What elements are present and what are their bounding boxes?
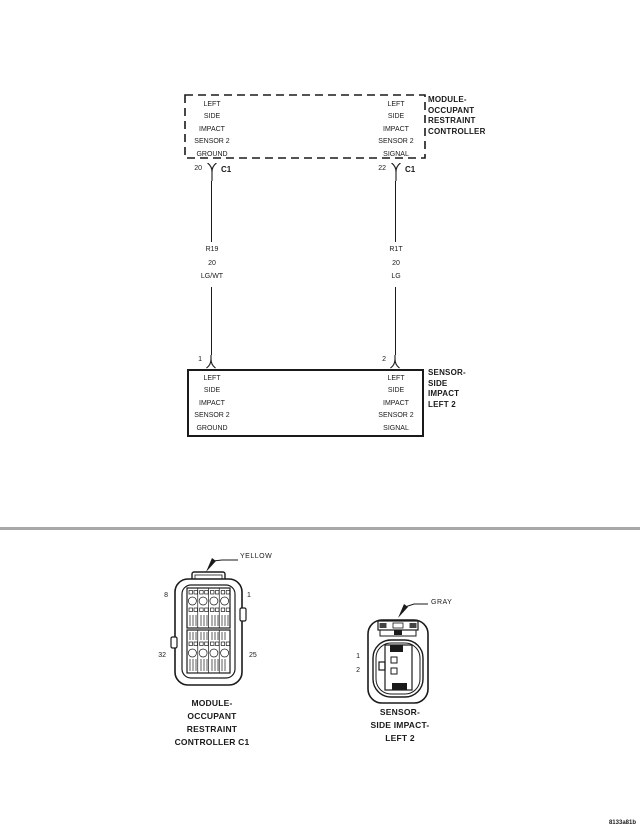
label-line: IMPACT — [383, 125, 409, 133]
module-connector-pin-bottom-right: 25 — [249, 652, 257, 659]
sensor-pin-2-function — [372, 373, 420, 435]
section-divider — [0, 527, 640, 530]
label-line: OCCUPANT — [428, 105, 475, 115]
wire-right-lower-segment — [395, 287, 396, 355]
sensor-pin-1-function — [188, 373, 236, 435]
module-pin-number: 22 — [378, 165, 386, 172]
module-connector-caption — [162, 697, 262, 749]
module-connector-drawing — [168, 556, 278, 690]
label-line: IMPACT — [199, 399, 225, 407]
module-connector-id: C1 — [405, 165, 416, 174]
module-connector-color-label: YELLOW — [240, 553, 273, 560]
connector-separation-icon — [389, 355, 401, 369]
label-line: SIDE — [387, 387, 405, 395]
label-line: IMPACT — [428, 389, 460, 398]
sensor-connector-pin-2: 2 — [356, 667, 360, 674]
label-line: SIDE — [428, 378, 448, 388]
label-line: SIDE — [203, 387, 221, 395]
label-line: SIDE — [203, 113, 221, 121]
sensor-connector-pin-1: 1 — [356, 653, 360, 660]
label-line: SENSOR 2 — [194, 412, 230, 420]
module-pin-20-function — [188, 99, 236, 161]
label-line: SENSOR 2 — [378, 138, 414, 146]
label-line: SIGNAL — [383, 424, 409, 432]
wire-color: LG — [391, 273, 401, 280]
caption-line: MODULE- — [191, 698, 233, 708]
connector-separation-icon — [205, 355, 217, 369]
sensor-pin-number: 1 — [198, 356, 202, 363]
circuit-code: R19 — [205, 246, 219, 253]
caption-line: SENSOR- — [379, 707, 421, 717]
label-line: SENSOR 2 — [378, 412, 414, 420]
wire-gauge: 20 — [208, 259, 216, 267]
sensor-component-name — [428, 368, 466, 410]
sensor-pin-number: 2 — [382, 356, 386, 363]
label-line: LEFT — [203, 375, 221, 382]
label-line: SENSOR- — [428, 368, 466, 377]
label-line: SENSOR 2 — [194, 138, 230, 146]
module-connector-pin-bottom-left: 32 — [158, 652, 166, 659]
wire-left-label — [192, 243, 232, 284]
label-line: RESTRAINT — [428, 116, 476, 125]
circuit-code: R1T — [389, 246, 403, 253]
wire-left-upper-segment — [211, 181, 212, 242]
sensor-connector-color-label: GRAY — [431, 599, 453, 606]
wire-color: LG/WT — [200, 273, 224, 280]
label-line: SIDE — [387, 113, 405, 121]
wire-gauge: 20 — [392, 259, 400, 267]
caption-line: OCCUPANT — [187, 711, 237, 721]
label-line: LEFT — [387, 375, 405, 382]
label-line: LEFT — [387, 101, 405, 108]
caption-line: CONTROLLER C1 — [174, 737, 250, 747]
label-line: LEFT 2 — [428, 399, 456, 409]
label-line: GROUND — [196, 150, 228, 158]
label-line: CONTROLLER — [428, 126, 486, 136]
label-line: SIGNAL — [383, 150, 409, 158]
sensor-connector-caption — [350, 706, 450, 745]
label-line: MODULE- — [428, 95, 467, 104]
caption-line: RESTRAINT — [186, 724, 238, 734]
module-connector-pin-top-right: 1 — [247, 592, 251, 599]
label-line: IMPACT — [383, 399, 409, 407]
wire-right-label — [376, 243, 416, 284]
module-component-name — [428, 95, 486, 137]
sensor-connector-drawing — [364, 596, 436, 706]
caption-line: SIDE IMPACT- — [370, 720, 430, 730]
wire-left-lower-segment — [211, 287, 212, 355]
module-pin-22-function — [372, 99, 420, 161]
connector-separation-icon — [206, 163, 218, 181]
module-connector-id: C1 — [221, 165, 232, 174]
wire-right-upper-segment — [395, 181, 396, 242]
module-pin-number: 20 — [194, 165, 202, 172]
module-connector-pin-top-left: 8 — [164, 592, 168, 599]
label-line: IMPACT — [199, 125, 225, 133]
label-line: LEFT — [203, 101, 221, 108]
diagram-id: 8133a81b — [608, 820, 636, 826]
label-line: GROUND — [196, 424, 228, 432]
caption-line: LEFT 2 — [385, 733, 415, 743]
connector-separation-icon — [390, 163, 402, 181]
